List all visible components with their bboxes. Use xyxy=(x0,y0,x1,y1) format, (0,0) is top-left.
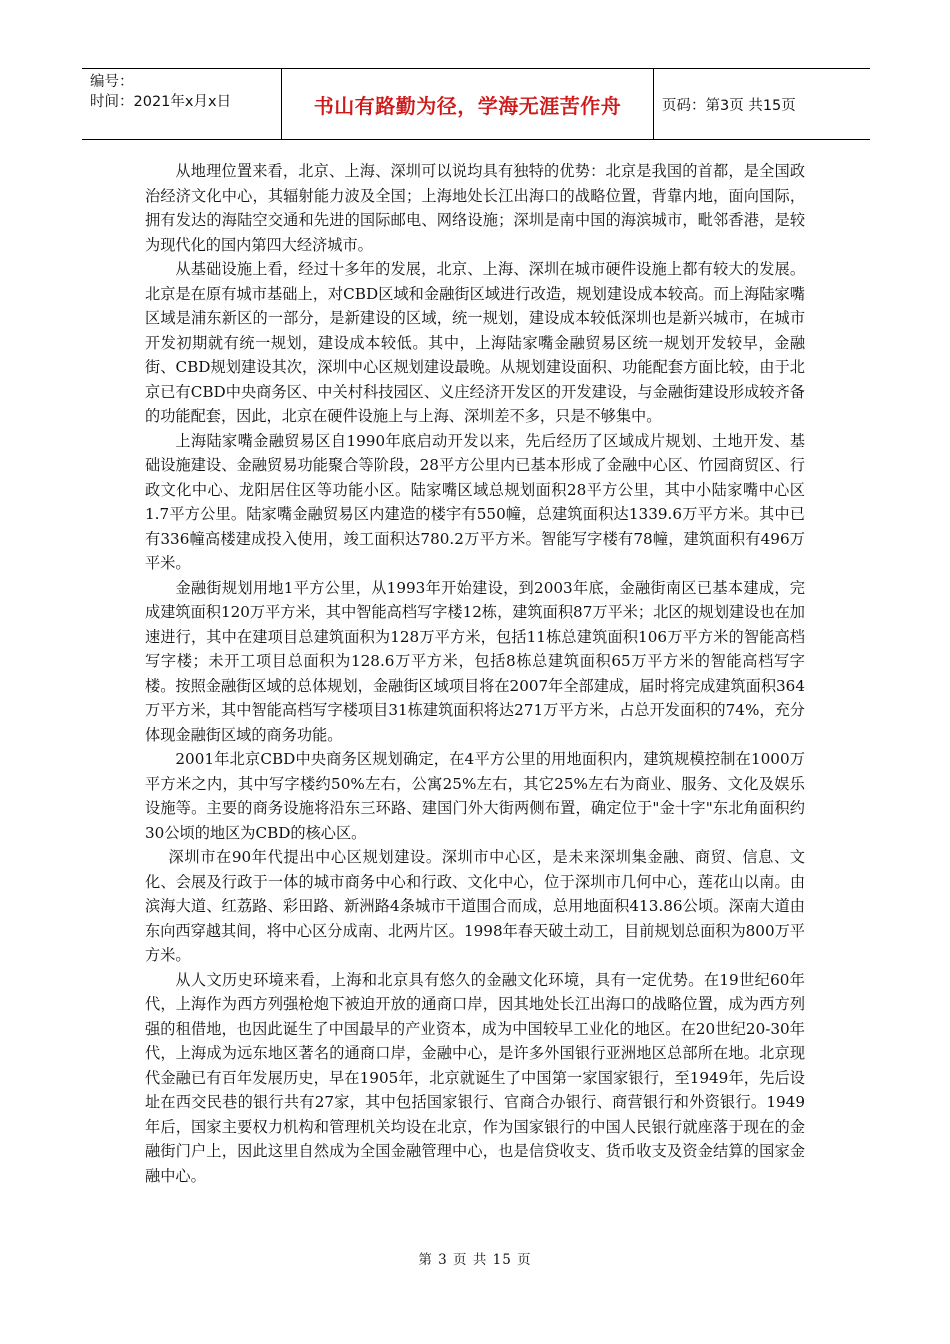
document-date: 时间：2021年x月x日 xyxy=(90,94,232,110)
header-motto: 书山有路勤为径，学海无涯苦作舟 xyxy=(313,93,622,118)
header-divider xyxy=(653,69,654,139)
page-footer: 第 3 页 共 15 页 xyxy=(418,1252,532,1268)
document-number-label: 编号： xyxy=(90,74,134,90)
paragraph-shenzhen: 深圳市在90年代提出中心区规划建设。深圳市中心区，是未来深圳集金融、商贸、信息、文化、会展及行政于一体的城市商务中心和行政、文化中心，位于深圳市几何中心，莲花山以南。由滨海大道、红荔路、彩田路、新洲路4条城市干道围合而成，总用地面积413.86公顷。深南大道由东向西穿越其间，将中心区分成南、北两片区。1998年春天破土动工，目前规划总面积为800万平方米。 xyxy=(145,848,805,964)
header-meta xyxy=(90,72,280,112)
paragraph-infrastructure: 从基础设施上看，经过十多年的发展，北京、上海、深圳在城市硬件设施上都有较大的发展。北京是在原有城市基础上，对CBD区域和金融街区域进行改造，规划建设成本较高。而上海陆家嘴区域是浦东新区的一部分，是新建设的区域，统一规划，建设成本较低深圳也是新兴城市，在城市开发初期就有统一规划，建设成本较低。其中，上海陆家嘴金融贸易区统一规划开发较早，金融街、CBD规划建设其次，深圳中心区规划建设最晚。从规划建设面积、功能配套方面比较，由于北京已有CBD中央商务区、中关村科技园区、义庄经济开发区的开发建设，与金融街建设形成较齐备的功能配套，因此，北京在硬件设施上与上海、深圳差不多，只是不够集中。 xyxy=(145,260,805,425)
header-page-info: 页码：第3页 共15页 xyxy=(662,97,796,114)
paragraph-geography: 从地理位置来看，北京、上海、深圳可以说均具有独特的优势：北京是我国的首都，是全国政治经济文化中心，其辐射能力波及全国；上海地处长江出海口的战略位置，背靠内地，面向国际，拥有发达的海陆空交通和先进的国际邮电、网络设施；深圳是南中国的海滨城市，毗邻香港，是较为现代化的国内第四大经济城市。 xyxy=(145,162,805,254)
paragraph-lujiazui: 上海陆家嘴金融贸易区自1990年底启动开发以来，先后经历了区域成片规划、土地开发、基础设施建设、金融贸易功能聚合等阶段，28平方公里内已基本形成了金融中心区、竹园商贸区、行政文化中心、龙阳居住区等功能小区。陆家嘴区域总规划面积28平方公里，其中小陆家嘴中心区1.7平方公里。陆家嘴金融贸易区内建造的楼宇有550幢，总建筑面积达1339.6万平方米。其中已有336幢高楼建成投入使用，竣工面积达780.2万平方米。智能写字楼有78幢，建筑面积有496万平米。 xyxy=(145,431,805,572)
page-header xyxy=(82,68,870,140)
paragraph-history: 从人文历史环境来看，上海和北京具有悠久的金融文化环境，具有一定优势。在19世纪60年代，上海作为西方列强枪炮下被迫开放的通商口岸，因其地处长江出海口的战略位置，成为西方列强的租借地，也因此诞生了中国最早的产业资本，成为中国较早工业化的地区。在20世纪20-30年代，上海成为远东地区著名的通商口岸，金融中心，是许多外国银行亚洲地区总部所在地。北京现代金融已有百年发展历史，早在1905年，北京就诞生了中国第一家国家银行，至1949年，先后设址在西交民巷的银行共有27家，其中包括国家银行、官商合办银行、商营银行和外资银行。1949年后，国家主要权力机构和管理机关均设在北京，作为国家银行的中国人民银行就座落于现在的金融街门户上，因此这里自然成为全国金融管理中心，也是信贷收支、货币收支及资金结算的国家金融中心。 xyxy=(145,970,805,1185)
paragraph-financial-street: 金融街规划用地1平方公里，从1993年开始建设，到2003年底，金融街南区已基本建成，完成建筑面积120万平方米，其中智能高档写字楼12栋，建筑面积87万平米；北区的规划建设也在加速进行，其中在建项目总建筑面积为128万平方米，包括11栋总建筑面积106万平方米的智能高档写字楼；未开工项目总面积为128.6万平方米，包括8栋总建筑面积65万平方米的智能高档写字楼。按照金融街区域的总体规划，金融街区域项目将在2007年全部建成，届时将完成建筑面积364万平方米，其中智能高档写字楼项目31栋建筑面积将达271万平方米，占总开发面积的74%，充分体现金融街区域的商务功能。 xyxy=(145,578,805,744)
paragraph-beijing-cbd: 2001年北京CBD中央商务区规划确定，在4平方公里的用地面积内，建筑规模控制在1000万平方米之内，其中写字楼约50%左右，公寓25%左右，其它25%左右为商业、服务、文化及娱乐设施等。主要的商务设施将沿东三环路、建国门外大街两侧布置，确定位于"金十字"东北角面积约30公顷的地区为CBD的核心区。 xyxy=(145,750,805,842)
document-body xyxy=(145,159,805,1188)
